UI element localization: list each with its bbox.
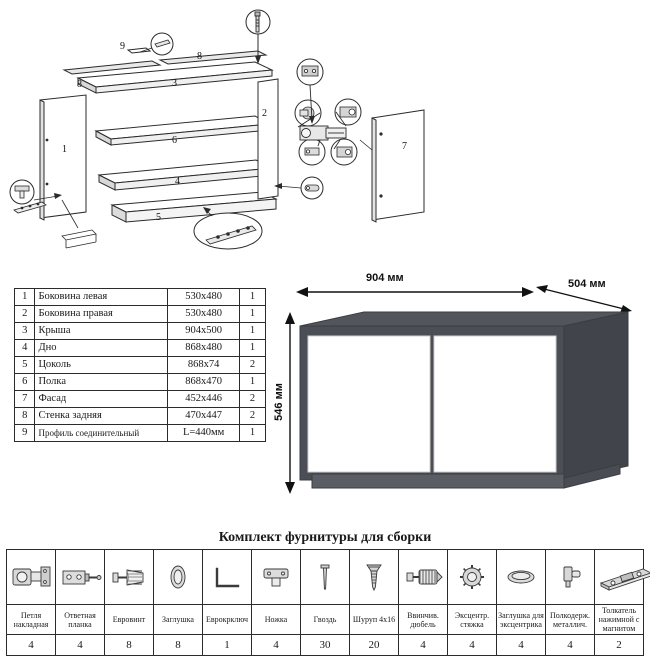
cabinet-dimension-view xyxy=(268,268,650,518)
table-row xyxy=(15,425,266,442)
part-dimension: 470х447 xyxy=(168,408,239,425)
part-name: Боковина левая xyxy=(35,289,168,306)
part-number: 2 xyxy=(15,306,35,323)
kit-icon-cell xyxy=(497,550,546,605)
callout-8-left: 8 xyxy=(77,79,82,90)
icon-hinge-mount xyxy=(337,147,352,157)
kit-item-count: 4 xyxy=(7,635,56,656)
callout-7: 7 xyxy=(402,141,407,152)
part-dimension: 868х480 xyxy=(168,340,239,357)
part-quantity: 1 xyxy=(239,374,265,391)
part-quantity: 1 xyxy=(239,306,265,323)
part-name: Боковина правая xyxy=(35,306,168,323)
cabinet-door-right xyxy=(434,336,556,472)
icon-hinge-plate xyxy=(302,66,318,76)
hardware-kit-table xyxy=(6,549,644,656)
part-name: Полка xyxy=(35,374,168,391)
part-quantity: 2 xyxy=(239,408,265,425)
kit-item-name: Шуруп 4х16 xyxy=(350,605,399,635)
kit-item-name: Полкодерж. металлич. xyxy=(546,605,595,635)
kit-item-name: Ввинчив. дюбель xyxy=(399,605,448,635)
kit-icon-cell xyxy=(105,550,154,605)
magnet-pusher-icon xyxy=(595,557,650,597)
shelf-support-icon xyxy=(548,557,592,597)
cam-lock-icon xyxy=(450,557,494,597)
screw-icon xyxy=(352,557,396,597)
kit-item-name: Петля накладная xyxy=(7,605,56,635)
kit-icon-cell xyxy=(203,550,252,605)
callout-6: 6 xyxy=(172,135,177,146)
kit-item-count: 4 xyxy=(399,635,448,656)
allen-key-icon xyxy=(205,557,249,597)
kit-item-count: 4 xyxy=(448,635,497,656)
table-row xyxy=(15,289,266,306)
kit-item-name: Гвоздь xyxy=(301,605,350,635)
kit-item-count: 4 xyxy=(56,635,105,656)
kit-item-name: Ножка xyxy=(252,605,301,635)
kit-icon-cell xyxy=(350,550,399,605)
kit-item-count: 8 xyxy=(105,635,154,656)
table-row xyxy=(15,391,266,408)
kit-item-count: 20 xyxy=(350,635,399,656)
hinge-plate-icon xyxy=(58,557,102,597)
kit-icon-cell xyxy=(56,550,105,605)
part-dimension: 452х446 xyxy=(168,391,239,408)
part-connecting-profile xyxy=(128,48,150,53)
table-row xyxy=(15,374,266,391)
depth-dimension-label: 504 мм xyxy=(568,278,606,290)
icon-hinge-screw xyxy=(305,148,319,155)
table-row xyxy=(15,323,266,340)
part-number: 3 xyxy=(15,323,35,340)
euroscrew-icon xyxy=(107,557,151,597)
kit-item-count: 4 xyxy=(497,635,546,656)
table-row xyxy=(15,357,266,374)
part-quantity: 1 xyxy=(239,425,265,442)
part-dimension: L=440мм xyxy=(168,425,239,442)
kit-icon-cell xyxy=(154,550,203,605)
callout-9: 9 xyxy=(120,41,125,52)
exploded-view-diagram xyxy=(0,0,650,270)
kit-item-count: 2 xyxy=(595,635,644,656)
part-name: Дно xyxy=(35,340,168,357)
part-dimension: 530х480 xyxy=(168,289,239,306)
part-name: Цоколь xyxy=(35,357,168,374)
part-quantity: 2 xyxy=(239,357,265,374)
callout-2: 2 xyxy=(262,108,267,119)
part-name: Крыша xyxy=(35,323,168,340)
table-row xyxy=(15,306,266,323)
height-dimension-label: 546 мм xyxy=(272,383,285,421)
callout-5: 5 xyxy=(156,212,161,223)
callout-8-right: 8 xyxy=(197,51,202,62)
icon-eurobolt xyxy=(255,12,260,32)
table-row xyxy=(15,340,266,357)
hinge-overlay-icon xyxy=(9,557,53,597)
kit-item-count: 8 xyxy=(154,635,203,656)
part-right-side xyxy=(258,79,278,199)
parts-table xyxy=(14,288,266,442)
part-quantity: 1 xyxy=(239,289,265,306)
callout-4: 4 xyxy=(175,176,180,187)
part-shelf xyxy=(96,116,270,145)
nail-icon xyxy=(303,557,347,597)
part-number: 5 xyxy=(15,357,35,374)
kit-item-name: Толкатель нажимной с магнитом xyxy=(595,605,644,635)
part-number: 7 xyxy=(15,391,35,408)
screw-dowel-icon xyxy=(401,557,445,597)
kit-item-name: Ответная планка xyxy=(56,605,105,635)
part-number: 6 xyxy=(15,374,35,391)
part-dimension: 530х480 xyxy=(168,306,239,323)
cabinet-3d-body xyxy=(300,312,628,488)
kit-item-name: Заглушка xyxy=(154,605,203,635)
kit-icon-cell xyxy=(448,550,497,605)
cap-cover-icon xyxy=(156,557,200,597)
hinge-assembly-drawing xyxy=(300,126,346,140)
kit-item-count: 4 xyxy=(252,635,301,656)
part-name: Фасад xyxy=(35,391,168,408)
icon-hinge-arm xyxy=(340,107,356,117)
cam-cap-icon xyxy=(499,557,543,597)
leg-icon xyxy=(254,557,298,597)
part-number: 9 xyxy=(15,425,35,442)
part-dimension: 904х500 xyxy=(168,323,239,340)
kit-icon-cell xyxy=(399,550,448,605)
height-dimension-arrow xyxy=(285,312,295,494)
part-number: 1 xyxy=(15,289,35,306)
part-dimension: 868х74 xyxy=(168,357,239,374)
icon-corner-detail xyxy=(62,230,96,248)
kit-item-name: Эксцентр. стяжка xyxy=(448,605,497,635)
table-row xyxy=(15,408,266,425)
part-number: 4 xyxy=(15,340,35,357)
part-number: 8 xyxy=(15,408,35,425)
part-name: Профиль соединительный xyxy=(35,425,168,442)
callout-1: 1 xyxy=(62,144,67,155)
part-name: Стенка задняя xyxy=(35,408,168,425)
icon-cam-dowel xyxy=(305,185,319,191)
cabinet-door-left xyxy=(308,336,430,472)
kit-icon-cell xyxy=(595,550,644,605)
part-dimension: 868х470 xyxy=(168,374,239,391)
kit-item-count: 30 xyxy=(301,635,350,656)
part-quantity: 1 xyxy=(239,340,265,357)
width-dimension-label: 904 мм xyxy=(366,272,404,284)
kit-icon-cell xyxy=(301,550,350,605)
part-quantity: 2 xyxy=(239,391,265,408)
cabinet-plinth xyxy=(312,474,564,488)
kit-item-name: Еврокрключ xyxy=(203,605,252,635)
callout-3: 3 xyxy=(172,78,177,89)
kit-icon-cell xyxy=(546,550,595,605)
part-quantity: 1 xyxy=(239,323,265,340)
width-dimension-arrow xyxy=(296,287,534,297)
kit-item-count: 1 xyxy=(203,635,252,656)
kit-icon-cell xyxy=(252,550,301,605)
hardware-kit-title: Комплект фурнитуры для сборки xyxy=(218,530,432,545)
kit-item-name: Заглушка для эксцентрика xyxy=(497,605,546,635)
kit-item-count: 4 xyxy=(546,635,595,656)
part-bottom-panel xyxy=(99,160,272,190)
kit-icon-cell xyxy=(7,550,56,605)
part-facade xyxy=(372,110,424,222)
kit-item-name: Евровинт xyxy=(105,605,154,635)
